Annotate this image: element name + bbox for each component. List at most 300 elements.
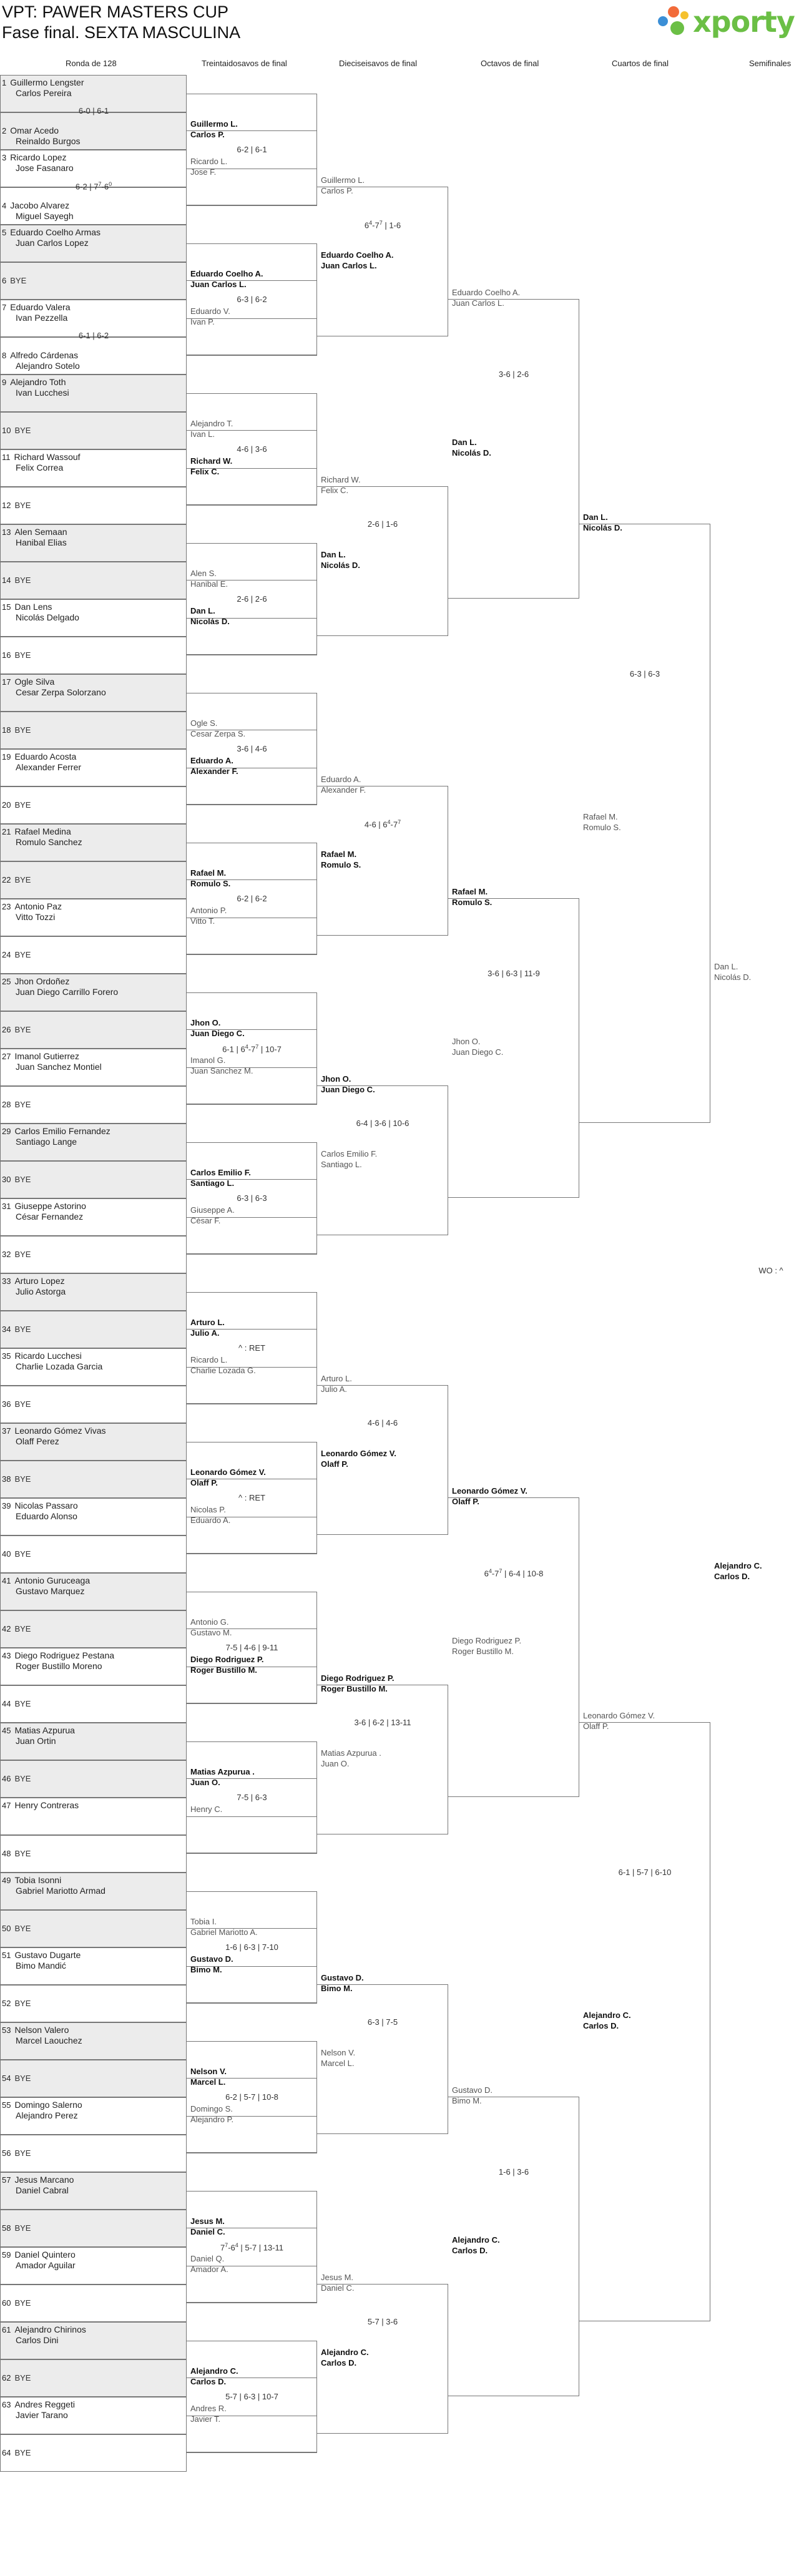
- loser-team[interactable]: [321, 1748, 381, 1769]
- bracket-connector: [187, 468, 317, 506]
- seed-number: 50: [2, 1924, 11, 1933]
- draw-slot[interactable]: [0, 2022, 187, 2060]
- team-player-b: Roger Bustillo M.: [452, 1647, 514, 1656]
- column-header: Cuartos de final: [612, 59, 669, 68]
- player-a: [2, 452, 177, 463]
- draw-slot[interactable]: [0, 1198, 187, 1236]
- team-player-b: Daniel C.: [321, 2283, 355, 2293]
- team-player-a: Eduardo Coelho A.: [321, 250, 394, 260]
- player-name: Ogle Silva: [14, 677, 55, 687]
- player-a: [2, 650, 177, 660]
- bracket-connector: [187, 693, 317, 730]
- draw-slot[interactable]: [0, 1685, 187, 1723]
- player-name: BYE: [14, 426, 31, 435]
- team-player-a: Eduardo Coelho A.: [190, 269, 263, 278]
- column-header: Dieciseisavos de final: [339, 59, 418, 68]
- column-header: Ronda de 128: [66, 59, 117, 68]
- match-score: 6-4 | 3-6 | 10-6: [356, 1119, 409, 1128]
- match-score: 1-6 | 6-3 | 7-10: [225, 1942, 278, 1952]
- player-a: [2, 1324, 177, 1335]
- player-name: BYE: [14, 2373, 31, 2383]
- team-player-a: Antonio P.: [190, 906, 227, 915]
- player-b: Amador Aguilar: [16, 2260, 76, 2270]
- team-player-b: Juan O.: [321, 1759, 350, 1768]
- player-name: BYE: [14, 1025, 31, 1034]
- player-name: BYE: [14, 1175, 31, 1184]
- team-player-b: Marcel L.: [321, 2059, 355, 2068]
- player-a: [2, 1099, 177, 1110]
- player-a: [2, 1950, 177, 1961]
- bracket-connector: [187, 169, 317, 206]
- draw-slot[interactable]: [0, 824, 187, 861]
- draw-slot[interactable]: [0, 1236, 187, 1273]
- seed-number: 27: [2, 1052, 11, 1061]
- winner-team[interactable]: [321, 1448, 396, 1469]
- team-player-a: Andres R.: [190, 2404, 227, 2413]
- column-header: Treintaidosavos de final: [202, 59, 287, 68]
- player-a: [2, 901, 177, 912]
- logo-dot-green: [670, 21, 684, 35]
- seed-number: 29: [2, 1127, 11, 1136]
- bracket-connector: [187, 1367, 317, 1404]
- seed-number: 14: [2, 575, 11, 585]
- team-player-b: Alejandro P.: [190, 2115, 234, 2124]
- team-player-b: Vitto T.: [190, 916, 215, 926]
- seed-number: 25: [2, 977, 11, 986]
- player-b: Javier Tarano: [16, 2410, 68, 2420]
- seed-number: 40: [2, 1549, 11, 1559]
- draw-slot[interactable]: [0, 1535, 187, 1573]
- player-a: [2, 527, 177, 537]
- seed-number: 64: [2, 2448, 11, 2457]
- draw-slot[interactable]: [0, 1947, 187, 1985]
- team-player-a: Jhon O.: [321, 1074, 351, 1084]
- column-header: Octavos de final: [481, 59, 539, 68]
- team-player-a: Jhon O.: [190, 1018, 221, 1027]
- draw-slot[interactable]: [0, 1011, 187, 1049]
- draw-slot[interactable]: [0, 487, 187, 524]
- match-score: 3-6 | 4-6: [237, 744, 267, 753]
- player-name: BYE: [14, 875, 31, 884]
- player-a: [2, 1773, 177, 1784]
- seed-number: 15: [2, 602, 11, 612]
- player-b: Alejandro Perez: [16, 2110, 78, 2120]
- player-a: [2, 2373, 177, 2383]
- player-name: Omar Acedo: [10, 125, 59, 135]
- bracket-connector: [187, 318, 317, 356]
- draw-slot[interactable]: [0, 1273, 187, 1311]
- team-player-b: Carlos D.: [190, 2377, 227, 2386]
- winner-team[interactable]: [714, 1560, 762, 1582]
- winner-team[interactable]: [452, 2235, 500, 2256]
- team-player-b: Juan Carlos L.: [452, 298, 504, 308]
- bracket-connector: [187, 2116, 317, 2153]
- team-player-a: Matias Azpurua .: [190, 1767, 255, 1776]
- player-b: Reinaldo Burgos: [16, 136, 81, 146]
- seed-number: 54: [2, 2074, 11, 2083]
- team-player-a: Alejandro C.: [190, 2366, 238, 2376]
- seed-number: 28: [2, 1100, 11, 1109]
- team-player-b: Carlos D.: [321, 2358, 357, 2368]
- player-a: [2, 1024, 177, 1035]
- xporty-logo[interactable]: [654, 2, 799, 40]
- player-a: [2, 1174, 177, 1185]
- draw-slot[interactable]: [0, 974, 187, 1011]
- player-name: BYE: [14, 800, 31, 810]
- bracket-connector: [187, 768, 317, 805]
- bracket-connector: [187, 992, 317, 1030]
- team-player-b: Carlos D.: [452, 2246, 488, 2255]
- draw-slot[interactable]: [0, 412, 187, 449]
- player-name: BYE: [14, 650, 31, 660]
- team-player-b: Felix C.: [321, 486, 349, 495]
- seed-number: 55: [2, 2100, 11, 2110]
- draw-slot[interactable]: [0, 2397, 187, 2434]
- draw-slot[interactable]: [0, 1760, 187, 1798]
- team-player-a: Jesus M.: [190, 2216, 225, 2226]
- team-player-b: Bimo M.: [321, 1984, 353, 1993]
- player-name: Giuseppe Astorino: [14, 1201, 86, 1211]
- player-name: Alejandro Chirinos: [14, 2324, 86, 2334]
- draw-slot[interactable]: [0, 1124, 187, 1161]
- draw-slot[interactable]: [0, 262, 187, 300]
- player-a: [2, 125, 177, 136]
- team-player-a: Tobia I.: [190, 1917, 217, 1926]
- match-score: 2-6 | 2-6: [237, 594, 267, 604]
- match-score: ^ : RET: [238, 1493, 265, 1502]
- loser-team[interactable]: [452, 1635, 521, 1657]
- draw-slot[interactable]: [0, 1798, 187, 1835]
- seed-number: 13: [2, 527, 11, 537]
- team-player-b: Alexander F.: [321, 785, 366, 795]
- match-score: WO : ^: [758, 1266, 783, 1275]
- team-player-b: Alexander F.: [190, 766, 238, 776]
- draw-slot[interactable]: [0, 1461, 187, 1498]
- team-player-a: Imanol G.: [190, 1055, 226, 1065]
- team-player-a: Alejandro C.: [714, 1561, 762, 1570]
- draw-slot[interactable]: [0, 712, 187, 749]
- player-a: [2, 976, 177, 987]
- team-player-a: Rafael M.: [583, 812, 618, 821]
- draw-slot[interactable]: [0, 1498, 187, 1535]
- team-player-a: Rafael M.: [190, 868, 227, 878]
- seed-number: 24: [2, 950, 11, 959]
- draw-slot[interactable]: [0, 1423, 187, 1461]
- draw-slot[interactable]: [0, 1086, 187, 1124]
- seed-number: 57: [2, 2175, 11, 2185]
- winner-team[interactable]: [321, 549, 360, 571]
- draw-slot[interactable]: [0, 449, 187, 487]
- draw-slot[interactable]: [0, 1573, 187, 1610]
- seed-number: 56: [2, 2148, 11, 2158]
- draw-slot[interactable]: [0, 2060, 187, 2097]
- team-player-b: Nicolás D.: [452, 448, 491, 458]
- winner-team[interactable]: [321, 2347, 369, 2368]
- team-player-b: Carlos D.: [583, 2021, 619, 2030]
- draw-slot[interactable]: [0, 599, 187, 637]
- team-player-b: Romulo S.: [190, 879, 231, 888]
- player-a: [2, 1725, 177, 1736]
- player-a: [2, 800, 177, 810]
- player-a: [2, 2324, 177, 2335]
- draw-slot[interactable]: [0, 1049, 187, 1086]
- draw-slot[interactable]: [0, 337, 187, 375]
- bracket-connector: [187, 1667, 317, 1704]
- team-player-a: Diego Rodriguez P.: [321, 1673, 395, 1683]
- loser-team[interactable]: [321, 2047, 355, 2069]
- draw-slot[interactable]: [0, 562, 187, 599]
- player-a: [2, 1923, 177, 1934]
- team-player-a: Leonardo Gómez V.: [452, 1486, 527, 1496]
- draw-slot[interactable]: [0, 749, 187, 786]
- player-b: Daniel Cabral: [16, 2185, 69, 2195]
- team-player-a: Dan L.: [190, 606, 215, 615]
- player-a: [2, 1051, 177, 1062]
- seed-number: 20: [2, 800, 11, 810]
- bracket-connector: [187, 2041, 317, 2079]
- player-b: Santiago Lange: [16, 1137, 77, 1147]
- draw-slot[interactable]: [0, 1348, 187, 1386]
- bracket-connector: [187, 2341, 317, 2378]
- match-score: 1-6 | 3-6: [498, 2167, 529, 2177]
- player-a: [2, 1351, 177, 1361]
- team-player-b: Juan O.: [190, 1778, 220, 1787]
- match-score: 4-6 | 4-6: [367, 1418, 398, 1428]
- draw-slot[interactable]: [0, 2097, 187, 2135]
- draw-slot[interactable]: [0, 1161, 187, 1198]
- team-player-a: Domingo S.: [190, 2104, 233, 2113]
- player-name: BYE: [10, 276, 27, 285]
- draw-slot[interactable]: [0, 2135, 187, 2172]
- bracket-connector: [187, 2266, 317, 2303]
- draw-slot[interactable]: [0, 2359, 187, 2397]
- team-player-b: Javier T.: [190, 2414, 221, 2424]
- team-player-b: Romulo S.: [321, 860, 361, 869]
- seed-number: 2: [2, 126, 7, 135]
- team-player-b: Bimo M.: [190, 1965, 222, 1974]
- loser-team[interactable]: [583, 811, 621, 833]
- seed-number: 39: [2, 1501, 11, 1511]
- winner-team[interactable]: [452, 437, 491, 458]
- team-player-b: Daniel C.: [190, 2227, 225, 2236]
- loser-team[interactable]: [190, 1804, 222, 1814]
- team-player-a: Guillermo L.: [190, 119, 238, 129]
- player-name: Jesus Marcano: [14, 2175, 74, 2185]
- match-score: 7-5 | 4-6 | 9-11: [225, 1643, 278, 1652]
- player-name: BYE: [14, 1250, 31, 1259]
- bracket-connector: [187, 918, 317, 955]
- draw-slot[interactable]: [0, 861, 187, 899]
- team-player-b: Ivan L.: [190, 429, 215, 439]
- player-name: BYE: [14, 1924, 31, 1933]
- player-a: [2, 500, 177, 511]
- player-a: [2, 1698, 177, 1709]
- team-player-a: Gustavo D.: [452, 2085, 493, 2095]
- player-b: Charlie Lozada Garcia: [16, 1361, 103, 1371]
- player-name: Carlos Emilio Fernandez: [14, 1126, 110, 1136]
- draw-slot[interactable]: [0, 1723, 187, 1760]
- team-player-b: Julio A.: [321, 1384, 347, 1394]
- match-score: 6-1 | 5-7 | 6-10: [618, 1868, 672, 1877]
- team-player-a: Richard W.: [190, 456, 233, 466]
- seed-number: 44: [2, 1699, 11, 1708]
- player-name: Eduardo Coelho Armas: [10, 227, 100, 237]
- draw-slot[interactable]: [0, 2434, 187, 2472]
- seed-number: 11: [2, 453, 11, 462]
- player-a: [2, 1650, 177, 1661]
- team-player-a: Eduardo Coelho A.: [452, 288, 521, 297]
- player-b: Marcel Laouchez: [16, 2035, 82, 2045]
- player-name: Antonio Guruceaga: [14, 1575, 91, 1585]
- match-score: 4-6 | $6^4-7^7$: [364, 819, 401, 830]
- seed-number: 45: [2, 1726, 11, 1735]
- seed-number: 46: [2, 1774, 11, 1783]
- loser-team[interactable]: [714, 961, 751, 982]
- column-header: Semifinales: [749, 59, 792, 68]
- team-player-b: Juan Carlos L.: [190, 280, 247, 289]
- draw-slot[interactable]: [0, 1386, 187, 1423]
- player-a: [2, 227, 177, 238]
- seed-number: 26: [2, 1025, 11, 1034]
- draw-slot[interactable]: [0, 2172, 187, 2210]
- player-a: [2, 152, 177, 163]
- player-b: Vitto Tozzi: [16, 912, 56, 922]
- seed-number: 23: [2, 902, 11, 911]
- draw-slot[interactable]: [0, 674, 187, 712]
- seed-number: 30: [2, 1175, 11, 1184]
- bracket-connector: [187, 843, 317, 880]
- seed-number: 47: [2, 1801, 11, 1810]
- player-name: Andres Reggeti: [14, 2399, 75, 2409]
- team-player-a: Daniel Q.: [190, 2254, 225, 2263]
- draw-slot[interactable]: [0, 2285, 187, 2322]
- player-name: Jhon Ordoñez: [14, 976, 70, 986]
- team-player-b: Juan Sanchez M.: [190, 1066, 253, 1075]
- seed-number: 36: [2, 1399, 11, 1409]
- player-name: BYE: [14, 950, 31, 959]
- player-name: BYE: [14, 2074, 31, 2083]
- team-player-a: Gustavo D.: [190, 1954, 233, 1964]
- player-b: Ivan Lucchesi: [16, 388, 69, 398]
- team-player-b: Nicolás D.: [190, 617, 230, 626]
- draw-slot[interactable]: [0, 786, 187, 824]
- player-a: [2, 377, 177, 388]
- draw-slot[interactable]: [0, 112, 187, 150]
- draw-slot[interactable]: [0, 1835, 187, 1873]
- match-score: 6-2 | 5-7 | 10-8: [225, 2092, 278, 2102]
- seed-number: 4: [2, 201, 7, 210]
- seed-number: 53: [2, 2025, 11, 2035]
- seed-number: 51: [2, 1951, 11, 1960]
- team-player-b: Romulo S.: [452, 898, 493, 907]
- bracket-connector: [187, 2416, 317, 2453]
- draw-slot[interactable]: [0, 524, 187, 562]
- team-player-a: Arturo L.: [190, 1318, 225, 1327]
- player-name: Jacobo Alvarez: [10, 200, 70, 210]
- draw-slot[interactable]: [0, 2210, 187, 2247]
- draw-slot[interactable]: [0, 1985, 187, 2022]
- draw-slot[interactable]: [0, 375, 187, 412]
- seed-number: 52: [2, 1999, 11, 2008]
- match-score: 5-7 | 3-6: [367, 2317, 398, 2326]
- draw-slot[interactable]: [0, 899, 187, 936]
- player-b: Olaff Perez: [16, 1436, 59, 1446]
- draw-slot[interactable]: [0, 1648, 187, 1685]
- seed-number: 49: [2, 1876, 11, 1885]
- draw-slot[interactable]: [0, 637, 187, 674]
- team-player-a: Eduardo A.: [190, 756, 233, 765]
- player-name: BYE: [14, 1100, 31, 1109]
- player-name: Dan Lens: [14, 602, 52, 612]
- player-name: Daniel Quintero: [14, 2250, 76, 2260]
- player-name: Alen Semaan: [14, 527, 67, 537]
- draw-slot[interactable]: [0, 187, 187, 225]
- winner-team[interactable]: [321, 250, 394, 271]
- player-name: BYE: [14, 2298, 31, 2308]
- match-score: $7^7-6^4$ | 5-7 | 13-11: [220, 2242, 284, 2253]
- player-b: Juan Ortin: [16, 1736, 56, 1746]
- team-player-b: Julio A.: [190, 1328, 220, 1338]
- player-b: Bimo Mandić: [16, 1961, 66, 1971]
- draw-slot[interactable]: [0, 1910, 187, 1947]
- team-player-a: Alejandro T.: [190, 419, 233, 428]
- team-player-a: Jesus M.: [321, 2273, 354, 2282]
- player-name: BYE: [14, 1999, 31, 2008]
- team-player-b: Charlie Lozada G.: [190, 1366, 256, 1375]
- draw-slot[interactable]: [0, 225, 187, 262]
- draw-slot[interactable]: [0, 1610, 187, 1648]
- team-player-b: Amador A.: [190, 2265, 228, 2274]
- team-player-b: Eduardo A.: [190, 1516, 231, 1525]
- seed-number: 9: [2, 378, 7, 387]
- player-b: Nicolás Delgado: [16, 612, 79, 622]
- player-b: Roger Bustillo Moreno: [16, 1661, 102, 1671]
- player-name: Nicolas Passaro: [14, 1501, 78, 1511]
- player-b: Alejandro Sotelo: [16, 361, 80, 371]
- seed-number: 61: [2, 2325, 11, 2334]
- loser-team[interactable]: [321, 1148, 377, 1170]
- player-a: [2, 275, 177, 286]
- draw-slot[interactable]: [0, 2247, 187, 2285]
- winner-team[interactable]: [583, 2010, 631, 2031]
- winner-team[interactable]: [321, 849, 361, 870]
- team-player-b: Jose F.: [190, 167, 217, 177]
- player-a: [2, 302, 177, 313]
- seed-number: 62: [2, 2373, 11, 2383]
- match-score: 3-6 | 2-6: [498, 370, 529, 379]
- seed-number: 1: [2, 78, 7, 87]
- player-a: [2, 2250, 177, 2260]
- seed-number: 8: [2, 351, 7, 360]
- player-a: [2, 1549, 177, 1559]
- team-player-a: Carlos Emilio F.: [190, 1168, 251, 1177]
- team-player-b: Olaff P.: [190, 1478, 218, 1487]
- draw-slot[interactable]: [0, 1873, 187, 1910]
- match-score: 6-3 | 6-3: [629, 669, 660, 678]
- draw-slot[interactable]: [0, 2322, 187, 2359]
- seed-number: 48: [2, 1849, 11, 1858]
- bracket-connector: [187, 2191, 317, 2228]
- draw-slot[interactable]: [0, 1311, 187, 1348]
- team-player-a: Leonardo Gómez V.: [190, 1467, 266, 1477]
- team-player-a: Antonio G.: [190, 1617, 229, 1627]
- draw-slot[interactable]: [0, 936, 187, 974]
- player-a: [2, 1875, 177, 1886]
- match-score: 2-6 | 1-6: [367, 519, 398, 529]
- loser-team[interactable]: [452, 1036, 503, 1057]
- team-player-b: Juan Diego C.: [321, 1085, 375, 1094]
- player-a: [2, 1201, 177, 1212]
